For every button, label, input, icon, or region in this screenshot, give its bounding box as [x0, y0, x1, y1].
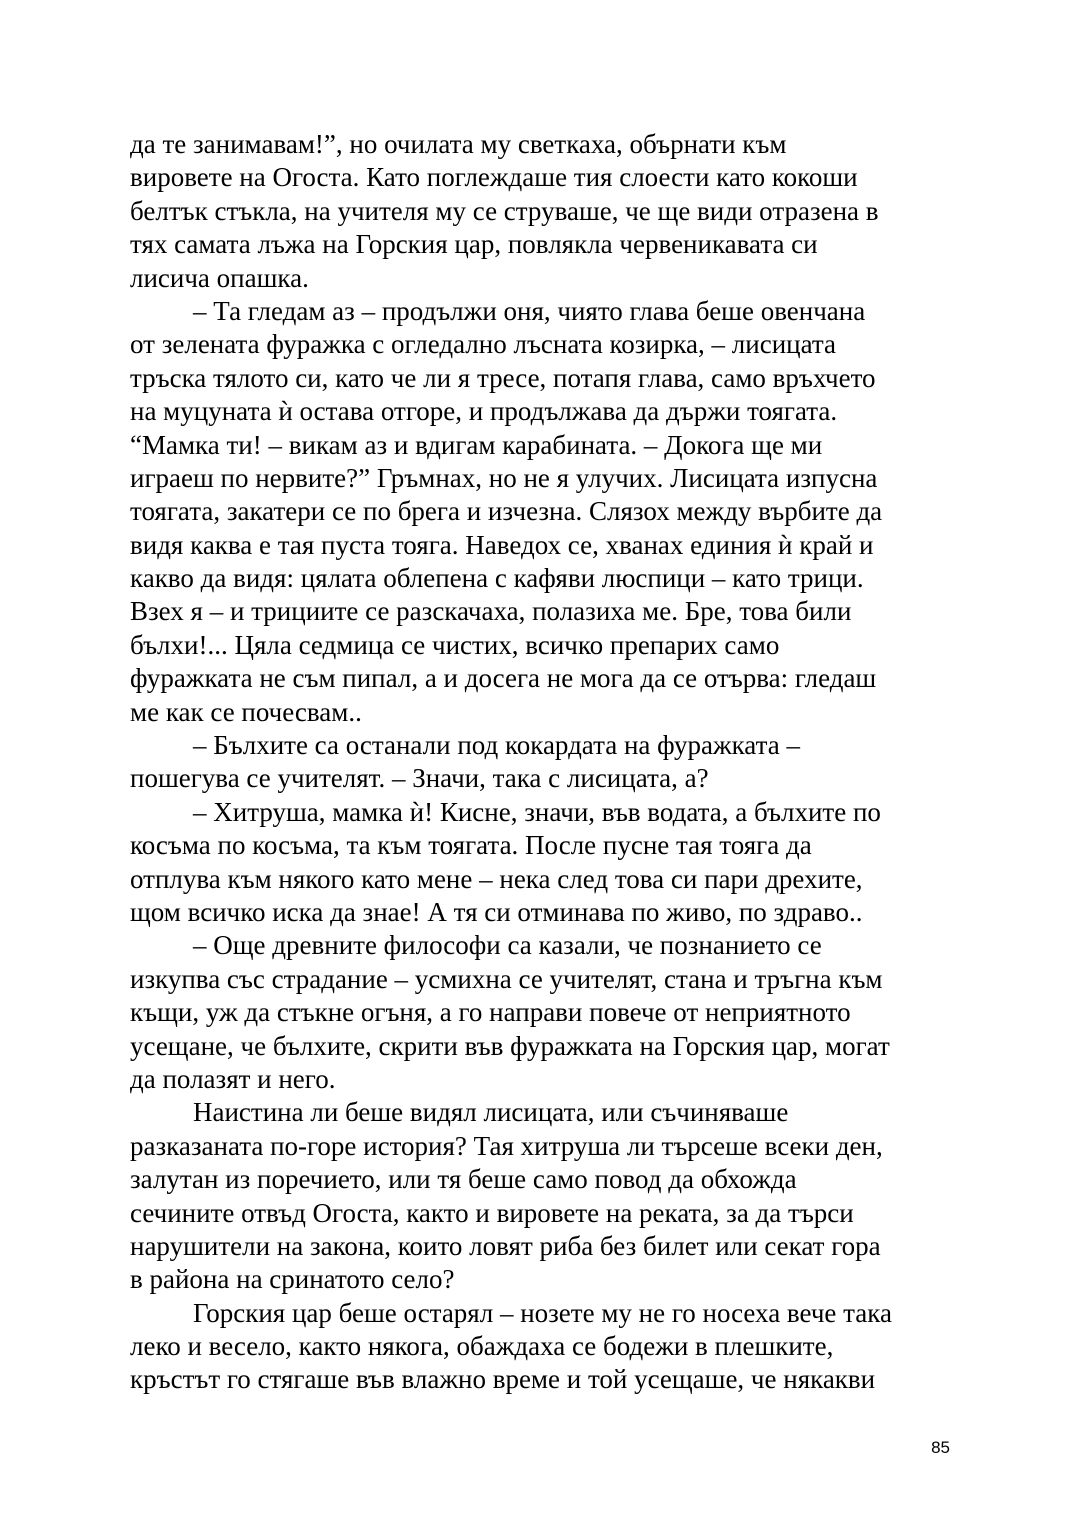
text-line: кръстът го стягаше във влажно време и той усещаше, че някакви — [130, 1364, 876, 1395]
text-line: залутан из поречието, или тя беше само повод да обхожда — [130, 1164, 797, 1195]
text-line: изкупва със страдание – усмихна се учителят, стана и тръгна към — [130, 963, 883, 994]
text-line: белтък стъкла, на учителя му се струваше, че ще види отразена в — [130, 195, 879, 226]
text-line: в района на сринатото село? — [130, 1264, 455, 1295]
text-line: “Мамка ти! – викам аз и вдигам карабината. – Докога ще ми — [130, 429, 823, 460]
text-line: играеш по нервите?” Гръмнах, но не я улучих. Лисицата изпусна — [130, 462, 878, 493]
text-line: видя каква е тая пуста тояга. Наведох се, хванах единия ѝ край и — [130, 529, 874, 560]
text-line: сечините отвъд Огоста, както и вировете на реката, за да търси — [130, 1197, 854, 1228]
body-text — [130, 128, 970, 1397]
text-line: разказаната по-горе история? Тая хитруша ли търсеше всеки ден, — [130, 1130, 883, 1161]
text-line: лисича опашка. — [130, 262, 309, 293]
text-line: косъма по косъма, та към тоягата. После пусне тая тояга да — [130, 830, 812, 861]
text-line: Взех я – и трициите се разскачаха, полазиха ме. Бре, това били — [130, 596, 852, 627]
text-line: пошегува се учителят. – Значи, така с лисицата, а? — [130, 763, 709, 794]
text-line: ме как се почесвам.. — [130, 696, 362, 727]
text-line: – Та гледам аз – продължи оня, чиято глава беше овенчана — [193, 295, 866, 326]
text-line: щом всичко иска да знае! А тя си отминава по живо, по здраво.. — [130, 896, 863, 927]
text-line: от зелената фуражка с огледално лъсната козирка, – лисицата — [130, 329, 836, 360]
text-line: да полазят и него. — [130, 1063, 336, 1094]
text-line: фуражката не съм пипал, а и досега не мога да се отърва: гледаш — [130, 663, 877, 694]
text-line: Горския цар беше остарял – нозете му не го носеха вече така — [193, 1297, 892, 1328]
text-line: – Хитруша, мамка ѝ! Кисне, значи, във водата, а бълхите по — [193, 796, 881, 827]
text-line: какво да видя: цялата облепена с кафяви люспици – като трици. — [130, 563, 864, 594]
text-line: да те занимавам!”, но очилата му светкаха, обърнати към — [130, 129, 787, 159]
text-line: къщи, уж да стъкне огъня, а го направи повече от неприятното — [130, 997, 851, 1028]
text-line: Наистина ли беше видял лисицата, или съчиняваше — [193, 1097, 789, 1128]
text-line: – Бълхите са останали под кокардата на фуражката – — [193, 730, 800, 761]
text-line: усещане, че бълхите, скрити във фуражката на Горския цар, могат — [130, 1030, 890, 1061]
text-line: тръска тялото си, като че ли я тресе, потапя глава, само връхчето — [130, 362, 876, 393]
text-line: отплува към някого като мене – нека след това си пари дрехите, — [130, 863, 863, 894]
text-line: на муцуната ѝ остава отгоре, и продължава да държи тоягата. — [130, 396, 838, 427]
text-line: леко и весело, както някога, обаждаха се бодежи в плешките, — [130, 1331, 834, 1362]
text-line: – Още древните философи са казали, че познанието се — [193, 930, 822, 961]
text-line: нарушители на закона, които ловят риба без билет или секат гора — [130, 1230, 881, 1261]
text-line: тоягата, закатери се по брега и изчезна. Слязох между върбите да — [130, 496, 883, 527]
text-line: тях самата лъжа на Горския цар, повлякла червеникавата си — [130, 229, 818, 260]
text-line: вировете на Огоста. Като поглеждаше тия слоести като кокоши — [130, 162, 858, 193]
text-line: бълхи!... Цяла седмица се чистих, всичко препарих само — [130, 629, 780, 660]
page-number: 85 — [931, 1438, 950, 1457]
